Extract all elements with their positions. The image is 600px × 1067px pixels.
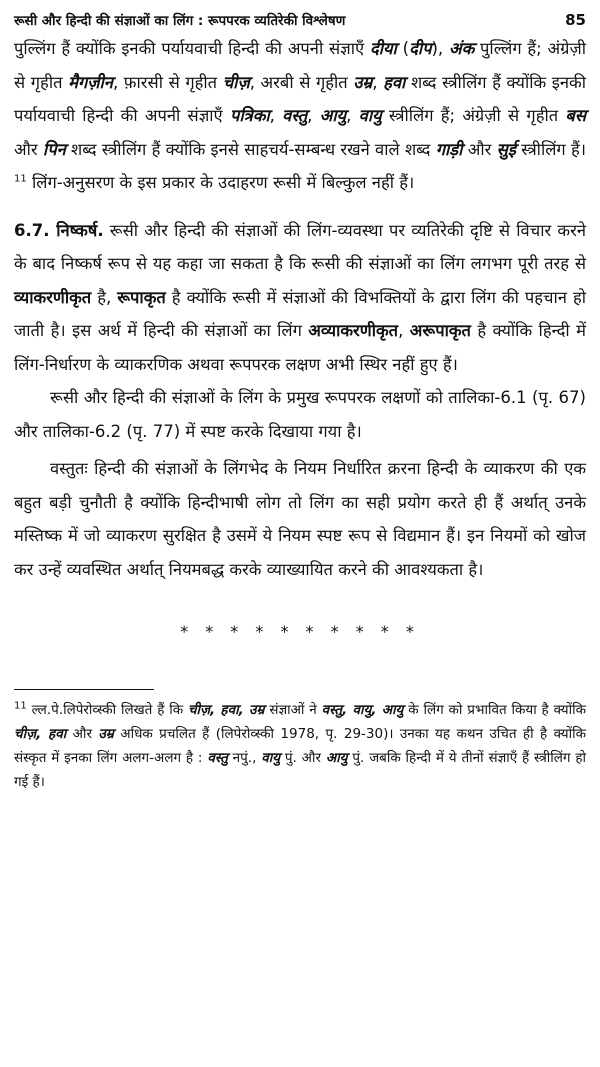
example-word: अंक <box>448 39 475 58</box>
text-run: पुल्लिंग हैं क्योंकि इनकी पर्यायवाची हिन्दी की अपनी संज्ञाएँ <box>14 39 370 58</box>
footnote-divider <box>14 689 154 690</box>
text-run: पुं. जबकि हिन्दी में ये तीनों संज्ञाएँ हैं स्त्रीलिंग हो गई हैं। <box>14 750 587 790</box>
example-word: वायु <box>261 750 281 766</box>
footnote-reference: 11 <box>14 173 27 185</box>
example-word: पत्रिका <box>229 106 270 125</box>
example-word: चीज़ <box>222 72 250 92</box>
example-word: मैगज़ीन <box>68 72 113 92</box>
example-word: सुई <box>496 139 516 159</box>
text-run: , फ़ारसी से गृहीत <box>112 72 223 92</box>
text-run: पुल्लिंग हैं; अंग्रेज़ी से गृहीत <box>14 39 586 92</box>
section-heading: 6.7. निष्कर्ष. <box>14 220 104 240</box>
text-run: है क्योंकि हिन्दी में लिंग-निर्धारण के व्याकरणिक अथवा रूपपरक लक्षण अभी स्थिर नहीं हुए हैं। <box>14 321 586 374</box>
text-run: शब्द स्त्रीलिंग हैं क्योंकि इनसे साहचर्य-सम्बन्ध रखने वाले शब्द <box>65 139 436 159</box>
key-term: अरूपाकृत <box>409 321 471 340</box>
paragraph-tables-reference: रूसी और हिन्दी की संज्ञाओं के लिंग के प्रमुख रूपपरक लक्षणों को तालिका-6.1 (पृ. 67) और तालिका-6.2 (पृ. 77) में स्पष्ट करके दिखाया गया है। <box>14 388 586 441</box>
example-word: चीज़, हवा, उम्र <box>187 702 265 718</box>
example-word: दीया <box>369 39 397 58</box>
example-word: आयु <box>325 750 348 766</box>
text-run: , <box>372 72 384 92</box>
text-run: रूसी और हिन्दी की संज्ञाओं की लिंग-व्यवस्था पर व्यतिरेकी दृष्टि से विचार करने के बाद निष्कर्ष रूप से यह कहा जा सकता है कि रूसी की संज्ञाओं का लिंग लगभग पूरी तरह से <box>14 220 586 273</box>
example-word: वस्तु <box>282 106 308 125</box>
text-run: स्त्रीलिंग हैं। <box>515 139 587 159</box>
text-run: , <box>346 106 359 125</box>
example-word: बस <box>565 106 586 125</box>
section-separator: * * * * * * * * * * <box>180 622 420 641</box>
page-number: 85 <box>565 11 586 29</box>
example-word: गाड़ी <box>435 139 463 159</box>
text-run: स्त्रीलिंग हैं; अंग्रेज़ी से गृहीत <box>381 106 566 125</box>
text-run: के लिंग को प्रभावित किया है क्योंकि <box>403 702 586 718</box>
book-page <box>14 8 586 808</box>
text-run: ( <box>396 39 410 58</box>
text-run: और <box>462 139 497 159</box>
running-title: रूसी और हिन्दी की संज्ञाओं का लिंग : रूपपरक व्यतिरेकी विश्लेषण <box>14 13 346 29</box>
text-run: है, <box>91 287 118 307</box>
text-run: पुं. और <box>280 750 326 766</box>
example-word: पिन <box>42 139 66 159</box>
text-run: संज्ञाओं ने <box>264 702 322 718</box>
text-run: , <box>269 106 283 125</box>
key-term: व्याकरणीकृत <box>14 287 92 307</box>
text-run: है क्योंकि रूसी में संज्ञाओं की विभक्तियों के द्वारा लिंग की पहचान हो जाती है। इस अर्थ में हिन्दी की संज्ञाओं का लिंग <box>14 287 586 340</box>
paragraph-gender-examples <box>14 32 586 200</box>
example-word: उम्र <box>98 726 114 742</box>
example-word: आयु <box>319 106 347 125</box>
example-word: वस्तु <box>207 750 228 766</box>
section-conclusion <box>14 214 586 382</box>
text-run: ल्ल.पे.लिपेरोव्स्की लिखते हैं कि <box>26 702 188 718</box>
running-header <box>14 8 586 32</box>
example-word: वस्तु, वायु, आयु <box>321 702 404 718</box>
text-run: , <box>398 321 410 340</box>
example-word: हवा <box>383 72 406 92</box>
example-word: चीज़, हवा <box>14 726 67 742</box>
text-run: और <box>14 139 43 159</box>
example-word: उम्र <box>353 72 373 92</box>
key-term: रूपाकृत <box>117 287 166 307</box>
text-run: शब्द स्त्रीलिंग हैं क्योंकि इनकी पर्यायवाची हिन्दी की अपनी संज्ञाएँ <box>14 72 586 125</box>
text-run: , अरबी से गृहीत <box>249 72 354 92</box>
example-word: वायु <box>358 106 382 125</box>
text-run: ), <box>431 39 449 58</box>
example-word: दीप <box>409 39 432 58</box>
paragraph-grammar-challenge: वस्तुतः हिन्दी की संज्ञाओं के लिंगभेद के नियम निर्धारित क्ररना हिन्दी के व्याकरण की एक बहुत बड़ी चुनौती है क्योंकि हिन्दीभाषी लोग तो लिंग का सही प्रयोग करते ही हैं अर्थात् उनके मस्तिष्क में जो व्याकरण सुरक्षित है उसमें ये नियम स्पष्ट रूप से विद्यमान हैं। इन नियमों को खोज कर उन्हें व्यवस्थित अर्थात् नियमबद्ध करके व्याख्यायित करने की आवश्यकता है। <box>14 459 586 579</box>
text-run: नपुं., <box>227 750 262 766</box>
footnote-number: 11 <box>14 700 27 712</box>
text-run: अधिक प्रचलित हैं (लिपेरोव्स्की 1978, पृ. 29-30)। उनका यह कथन उचित ही है क्योंकि संस्कृत में इनका लिंग अलग-अलग है : <box>14 726 586 766</box>
key-term: अव्याकरणीकृत <box>308 321 399 340</box>
text-run: लिंग-अनुसरण के इस प्रकार के उदाहरण रूसी में बिल्कुल नहीं हैं। <box>26 173 415 192</box>
text-run: , <box>307 106 320 125</box>
footnote <box>14 698 586 794</box>
text-run: और <box>66 726 99 742</box>
